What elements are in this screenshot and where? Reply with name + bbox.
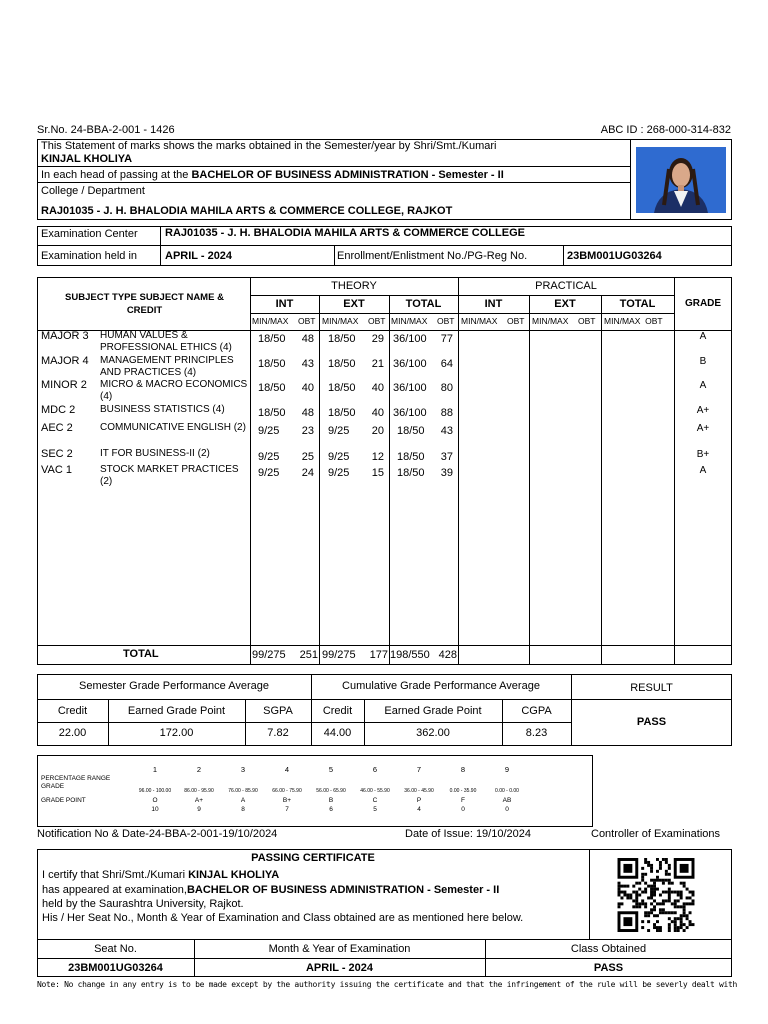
ext-obt: 20 (371, 425, 384, 437)
scale-range: 56.00 - 65.90 (316, 788, 346, 794)
scale-number: 7 (416, 765, 422, 774)
obt-label: OBT (507, 316, 525, 326)
student-photo (636, 147, 726, 213)
college-label: College / Department (41, 185, 145, 197)
ext-minmax: 9/25 (328, 425, 350, 437)
subject-name: COMMUNICATIVE ENGLISH (2) (100, 422, 246, 433)
certificate-title: PASSING CERTIFICATE (251, 852, 375, 864)
scale-grade: A (240, 797, 246, 804)
int-minmax: 9/25 (258, 425, 280, 437)
int-obt: 40 (301, 382, 314, 394)
sgpa-section-header: Semester Grade Performance Average (79, 680, 269, 692)
exam-center: RAJ01035 - J. H. BHALODIA MAHILA ARTS & COMMERCE COLLEGE (165, 227, 525, 239)
scale-point: 9 (197, 806, 201, 813)
int-obt: 24 (301, 467, 314, 479)
practical-header: PRACTICAL (535, 280, 597, 292)
cert-line-3: held by the Saurashtra University, Rajkot. (42, 898, 244, 910)
cert-line-2: has appeared at examination,BACHELOR OF BUSINESS ADMINISTRATION - Semester - II (42, 884, 500, 896)
ext-minmax: 18/50 (328, 333, 356, 345)
scale-grade: A+ (194, 797, 204, 804)
grade-point-label: GRADE POINT (41, 797, 86, 804)
total-minmax: 18/50 (397, 467, 425, 479)
scale-range: 36.00 - 45.90 (404, 788, 434, 794)
ext-obt: 29 (371, 333, 384, 345)
int-minmax: 18/50 (258, 358, 286, 370)
grade: A+ (696, 423, 710, 434)
scale-number: 1 (152, 765, 158, 774)
sem-egp: 172.00 (159, 727, 194, 739)
scale-range: 76.00 - 85.90 (228, 788, 258, 794)
exam-center-label: Examination Center (41, 228, 138, 240)
cgpa-value: 8.23 (525, 727, 548, 739)
total-obt: 88 (440, 407, 453, 419)
scale-point: 4 (417, 806, 421, 813)
scale-range: 96.00 - 100.00 (138, 788, 172, 794)
scale-range: 0.00 - 35.90 (449, 788, 477, 794)
scale-point: 7 (285, 806, 289, 813)
exam-month: APRIL - 2024 (305, 962, 374, 974)
footer-note: Note: No change in any entry is to be made except by the authority issuing the certificate and that the infringement of the rule will be severly dealt with (37, 980, 738, 989)
int-minmax: 9/25 (258, 467, 280, 479)
subject-header: SUBJECT TYPE SUBJECT NAME & CREDIT (65, 292, 224, 316)
subject-type: VAC 1 (41, 464, 72, 476)
statement-text: This Statement of marks shows the marks obtained in the Semester/year by Shri/Smt./Kumari (41, 140, 497, 152)
scale-number: 4 (284, 765, 290, 774)
scale-range: 0.00 - 0.00 (495, 788, 519, 794)
total-obt: 80 (440, 382, 453, 394)
int-minmax: 18/50 (258, 382, 286, 394)
grade: A+ (696, 405, 710, 416)
passing-line: In each head of passing at the BACHELOR OF BUSINESS ADMINISTRATION - Semester - II (41, 169, 504, 181)
cgpa-label: CGPA (521, 705, 552, 717)
int-minmax: 18/50 (258, 333, 286, 345)
cert-line-4: His / Her Seat No., Month & Year of Examination and Class obtained are as mentioned here below. (42, 912, 524, 924)
seat-label: Seat No. (94, 943, 137, 955)
grade: B+ (696, 449, 710, 460)
abc-id: ABC ID : 268-000-314-832 (600, 124, 731, 136)
sem-egp-label: Earned Grade Point (127, 705, 226, 717)
cum-egp-label: Earned Grade Point (384, 705, 482, 717)
cert-line-1: I certify that Shri/Smt./Kumari KINJAL KHOLIYA (42, 869, 280, 881)
minmax-label: MIN/MAX (532, 316, 569, 326)
scale-grade: C (372, 797, 378, 804)
scale-range: 66.00 - 75.90 (272, 788, 302, 794)
scale-point: 8 (241, 806, 245, 813)
subject-type: AEC 2 (41, 422, 73, 434)
total-obt: 43 (440, 425, 453, 437)
total-obt: 39 (440, 467, 453, 479)
obt-label: OBT (298, 316, 316, 326)
int-obt: 43 (301, 358, 314, 370)
grade: A (699, 465, 707, 476)
scale-point: 6 (329, 806, 333, 813)
int-minmax: 18/50 (258, 407, 286, 419)
total-label: TOTAL (123, 648, 159, 660)
scale-number: 3 (240, 765, 246, 774)
total-minmax: 18/50 (397, 425, 425, 437)
class-obtained: PASS (593, 962, 624, 974)
total-minmax: 36/100 (393, 407, 427, 419)
ext-obt: 40 (371, 382, 384, 394)
cum-credit-label: Credit (322, 705, 353, 717)
theory-int-header: INT (275, 298, 294, 310)
practical-total-header: TOTAL (619, 298, 656, 310)
subject-type: MAJOR 4 (41, 355, 89, 367)
cum-credit: 44.00 (323, 727, 352, 739)
theory-ext-header: EXT (343, 298, 365, 310)
scale-point: 0 (505, 806, 509, 813)
scale-grade: F (461, 797, 465, 804)
minmax-label: MIN/MAX (252, 316, 289, 326)
scale-point: 5 (373, 806, 377, 813)
scale-number: 9 (504, 765, 510, 774)
obt-label: OBT (368, 316, 386, 326)
ext-minmax: 18/50 (328, 382, 356, 394)
subject-name: HUMAN VALUES & PROFESSIONAL ETHICS (4) (100, 330, 232, 353)
college-name: RAJ01035 - J. H. BHALODIA MAHILA ARTS & COMMERCE COLLEGE, RAJKOT (41, 205, 453, 217)
total-minmax: 18/50 (397, 451, 425, 463)
grade: A (699, 331, 707, 342)
scale-number: 6 (372, 765, 378, 774)
result-header: RESULT (630, 682, 673, 694)
int-obt: 23 (301, 425, 314, 437)
practical-ext-header: EXT (554, 298, 576, 310)
scale-grade: AB (502, 797, 512, 804)
int-obt: 48 (301, 407, 314, 419)
obt-label-wrap: MIN/MAX OBT (604, 316, 663, 326)
controller-label: Controller of Examinations (591, 828, 721, 840)
total-minmax: 36/100 (393, 358, 427, 370)
scale-range: 86.00 - 95.90 (184, 788, 214, 794)
ext-obt: 40 (371, 407, 384, 419)
scale-grade: B (328, 797, 334, 804)
total-tot-minmax: 198/550 (390, 649, 430, 661)
ext-obt: 12 (371, 451, 384, 463)
scale-grade: O (152, 797, 158, 804)
scale-grade: B+ (282, 797, 292, 804)
enrollment-label: Enrollment/Enlistment No./PG-Reg No. (337, 250, 528, 262)
notification-text: Notification No & Date-24-BBA-2-001-19/10/2024 (37, 828, 278, 840)
scale-number: 5 (328, 765, 334, 774)
subject-name: IT FOR BUSINESS-II (2) (100, 448, 210, 459)
scale-grade: P (416, 797, 422, 804)
result-value: PASS (636, 716, 667, 728)
qr-code (617, 858, 695, 932)
subject-name: MANAGEMENT PRINCIPLES AND PRACTICES (4) (100, 355, 234, 378)
sgpa-value: 7.82 (267, 727, 289, 739)
subject-type: SEC 2 (41, 448, 73, 460)
ext-minmax: 9/25 (328, 451, 350, 463)
total-ext-minmax: 99/275 (322, 649, 356, 661)
int-obt: 48 (301, 333, 314, 345)
scale-point: 10 (151, 806, 159, 813)
total-ext-obt: 177 (369, 649, 388, 661)
cum-egp: 362.00 (416, 727, 450, 739)
obt-label: OBT (578, 316, 596, 326)
minmax-label: MIN/MAX (322, 316, 359, 326)
subject-type: MDC 2 (41, 404, 76, 416)
total-int-minmax: 99/275 (252, 649, 286, 661)
serial-number: Sr.No. 24-BBA-2-001 - 1426 (37, 124, 175, 136)
total-obt: 64 (440, 358, 453, 370)
exam-held-label: Examination held in (41, 250, 138, 262)
total-obt: 37 (440, 451, 453, 463)
total-minmax: 36/100 (393, 382, 427, 394)
grade: A (699, 380, 707, 391)
total-minmax: 36/100 (393, 333, 427, 345)
seat-number: 23BM001UG03264 (68, 962, 163, 974)
minmax-label: MIN/MAX (461, 316, 498, 326)
theory-total-header: TOTAL (405, 298, 442, 310)
subject-type: MINOR 2 (41, 379, 87, 391)
ext-obt: 21 (371, 358, 384, 370)
scale-number: 2 (196, 765, 202, 774)
int-minmax: 9/25 (258, 451, 280, 463)
subject-name: MICRO & MACRO ECONOMICS (4) (100, 379, 248, 402)
scale-range: 46.00 - 55.90 (360, 788, 390, 794)
issue-date: Date of Issue: 19/10/2024 (405, 828, 531, 840)
class-label: Class Obtained (570, 943, 647, 955)
grade: B (699, 356, 707, 367)
enrollment-number: 23BM001UG03264 (567, 250, 662, 262)
month-label: Month & Year of Examination (268, 943, 411, 955)
subject-name: BUSINESS STATISTICS (4) (100, 404, 225, 415)
obt-label: OBT (437, 316, 455, 326)
sem-credit: 22.00 (58, 727, 87, 739)
grade-scale-labels: PERCENTAGE RANGE GRADE (41, 775, 111, 790)
ext-minmax: 18/50 (328, 358, 356, 370)
subject-type: MAJOR 3 (41, 330, 89, 342)
cgpa-section-header: Cumulative Grade Performance Average (342, 680, 540, 692)
total-obt: 77 (440, 333, 453, 345)
minmax-label: MIN/MAX (391, 316, 428, 326)
scale-number: 8 (460, 765, 466, 774)
int-obt: 25 (301, 451, 314, 463)
total-tot-obt: 428 (438, 649, 457, 661)
grade-header: GRADE (684, 298, 722, 309)
student-name: KINJAL KHOLIYA (41, 153, 133, 165)
ext-obt: 15 (371, 467, 384, 479)
sem-credit-label: Credit (57, 705, 88, 717)
ext-minmax: 18/50 (328, 407, 356, 419)
subject-name: STOCK MARKET PRACTICES (2) (100, 464, 239, 487)
practical-int-header: INT (484, 298, 503, 310)
exam-held: APRIL - 2024 (165, 250, 233, 262)
sgpa-label: SGPA (263, 705, 293, 717)
total-int-obt: 251 (299, 649, 318, 661)
ext-minmax: 9/25 (328, 467, 350, 479)
theory-header: THEORY (331, 280, 377, 292)
scale-point: 0 (461, 806, 465, 813)
